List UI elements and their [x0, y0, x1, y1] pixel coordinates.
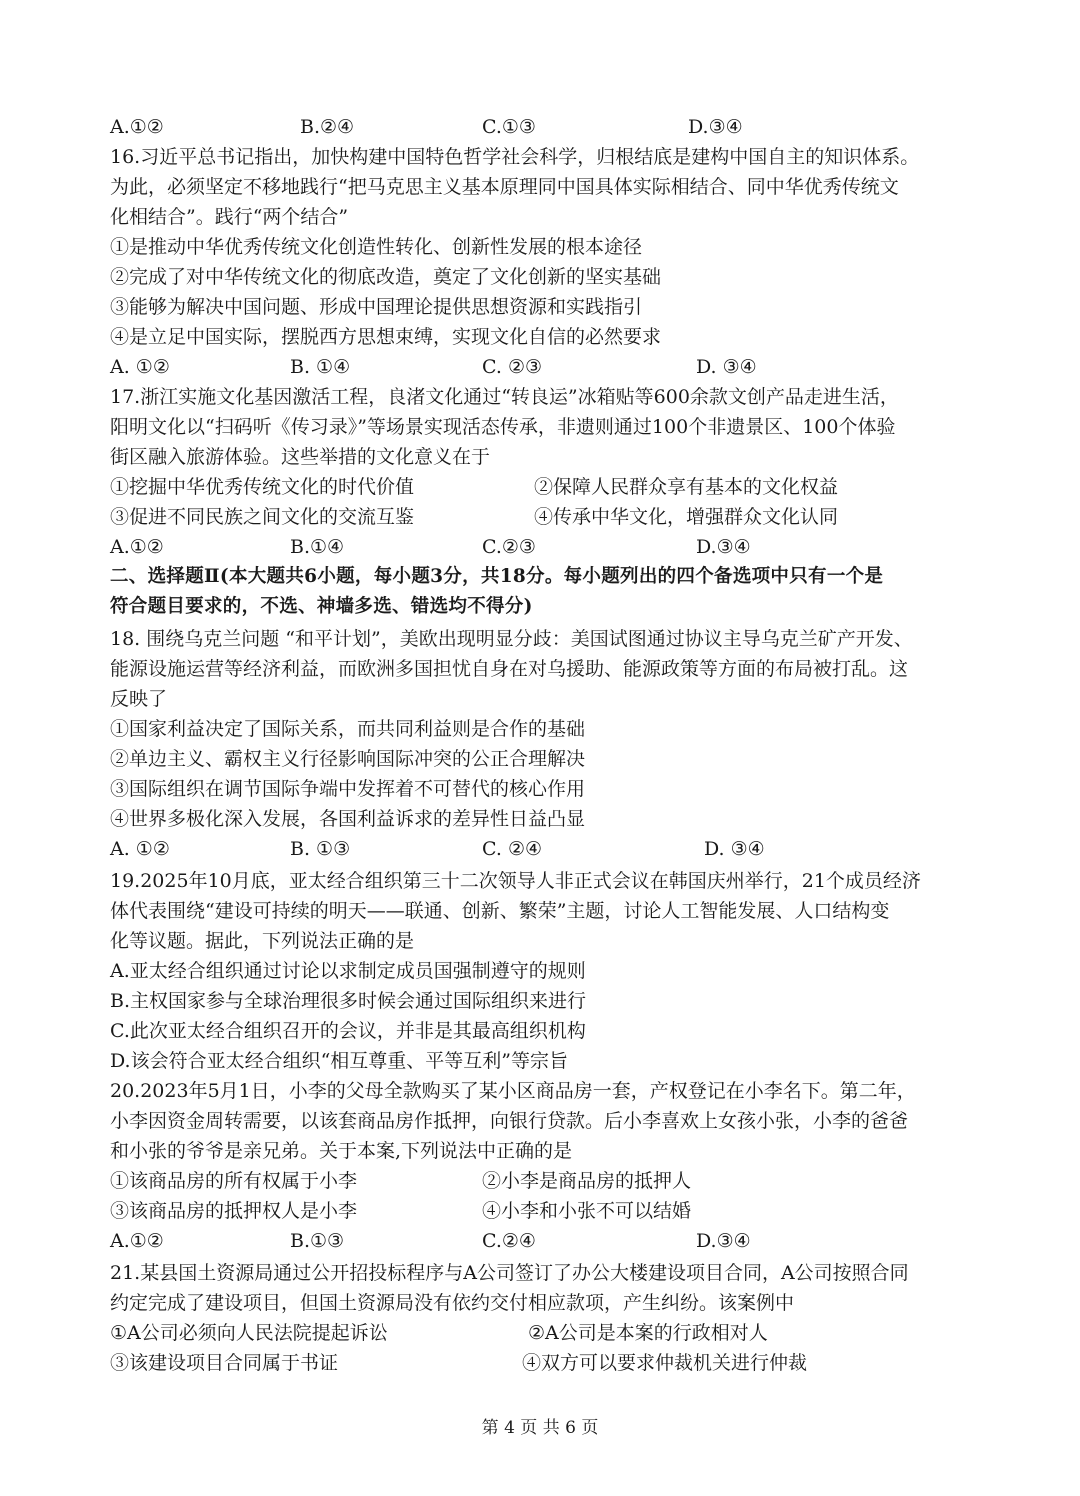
q17-option-d: D.③④ — [696, 536, 751, 558]
q21-stem-line-1: 21.某县国土资源局通过公开招投标程序与A公司签订了办公大楼建设项目合同，A公司按照合同 — [110, 1262, 909, 1284]
q20-stem-line-1: 20.2023年5月1日，小李的父母全款购买了某小区商品房一套，产权登记在小李名下。第二年， — [110, 1080, 916, 1102]
q17-item-4: ④传承中华文化，增强群众文化认同 — [534, 506, 839, 528]
q16-option-c: C. ②③ — [482, 356, 543, 378]
q21-item-2: ②A公司是本案的行政相对人 — [528, 1322, 768, 1344]
q18-stem-line-3: 反映了 — [110, 688, 168, 710]
section-2-heading-line-2: 符合题目要求的，不选、神墙多选、错选均不得分) — [110, 596, 533, 617]
q20-item-4: ④小李和小张不可以结婚 — [482, 1200, 692, 1222]
q15-option-a: A.①② — [110, 116, 164, 138]
q16-item-3: ③能够为解决中国问题、形成中国理论提供思想资源和实践指引 — [110, 296, 643, 318]
section-2-heading: 二、选择题Ⅱ(本大题共6小题，每小题3分，共18分。每小题列出的四个备选项中只有一个是 — [110, 566, 884, 587]
q17-item-3: ③促进不同民族之间文化的交流互鉴 — [110, 506, 415, 528]
q16-option-a: A. ①② — [110, 356, 170, 378]
q20-option-a: A.①② — [110, 1230, 164, 1252]
q20-item-3: ③该商品房的抵押权人是小李 — [110, 1200, 358, 1222]
page-number: 第 4 页 共 6 页 — [481, 1418, 599, 1438]
q16-item-4: ④是立足中国实际，摆脱西方思想束缚，实现文化自信的必然要求 — [110, 326, 662, 348]
q20-stem-line-2: 小李因资金周转需要，以该套商品房作抵押，向银行贷款。后小李喜欢上女孩小张，小李的爸爸 — [110, 1110, 909, 1132]
q18-item-2: ②单边主义、霸权主义行径影响国际冲突的公正合理解决 — [110, 748, 586, 770]
q18-item-3: ③国际组织在调节国际争端中发挥着不可替代的核心作用 — [110, 778, 586, 800]
q16-stem-line-1: 16.习近平总书记指出，加快构建中国特色哲学社会科学，归根结底是建构中国自主的知识体系。 — [110, 146, 920, 168]
q17-stem-line-1: 17.浙江实施文化基因激活工程，良渚文化通过“转良运”冰箱贴等600余款文创产品走进生活， — [110, 386, 899, 408]
q18-option-d: D. ③④ — [704, 838, 765, 860]
q18-option-b: B. ①③ — [290, 838, 351, 860]
q17-stem-line-3: 街区融入旅游体验。这些举措的文化意义在于 — [110, 446, 491, 468]
q18-item-1: ①国家利益决定了国际关系，而共同利益则是合作的基础 — [110, 718, 586, 740]
q17-stem-line-2: 阳明文化以“扫码听《传习录》”等场景实现活态传承，非遗则通过100个非遗景区、100个体验 — [110, 416, 896, 438]
q21-item-3: ③该建设项目合同属于书证 — [110, 1352, 339, 1374]
q19-choice-d: D.该会符合亚太经合组织“相互尊重、平等互利”等宗旨 — [110, 1050, 569, 1072]
q16-option-d: D. ③④ — [696, 356, 757, 378]
q21-item-1: ①A公司必须向人民法院提起诉讼 — [110, 1322, 388, 1344]
q18-option-a: A. ①② — [110, 838, 170, 860]
q16-stem-line-2: 为此，必须坚定不移地践行“把马克思主义基本原理同中国具体实际相结合、同中华优秀传统文 — [110, 176, 899, 198]
q21-stem-line-2: 约定完成了建设项目，但国土资源局没有依约交付相应款项，产生纠纷。该案例中 — [110, 1292, 795, 1314]
q19-choice-b: B.主权国家参与全球治理很多时候会通过国际组织来进行 — [110, 990, 587, 1012]
q19-choice-a: A.亚太经合组织通过讨论以求制定成员国强制遵守的规则 — [110, 960, 586, 982]
q16-item-1: ①是推动中华优秀传统文化创造性转化、创新性发展的根本途径 — [110, 236, 643, 258]
q18-item-4: ④世界多极化深入发展，各国利益诉求的差异性日益凸显 — [110, 808, 586, 830]
q19-stem-line-3: 化等议题。据此，下列说法正确的是 — [110, 930, 415, 952]
q18-stem-line-1: 18. 围绕乌克兰问题 “和平计划”，美欧出现明显分歧：美国试图通过协议主导乌克兰矿产开发、 — [110, 628, 913, 650]
q17-item-1: ①挖掘中华优秀传统文化的时代价值 — [110, 476, 415, 498]
q20-item-2: ②小李是商品房的抵押人 — [482, 1170, 692, 1192]
q18-stem-line-2: 能源设施运营等经济利益，而欧洲多国担忧自身在对乌援助、能源政策等方面的布局被打乱。这 — [110, 658, 909, 680]
q20-stem-line-3: 和小张的爷爷是亲兄弟。关于本案,下列说法中正确的是 — [110, 1140, 573, 1162]
q17-option-b: B.①④ — [290, 536, 345, 558]
q15-option-c: C.①③ — [482, 116, 536, 138]
q19-stem-line-2: 体代表围绕“建设可持续的明天——联通、创新、繁荣”主题，讨论人工智能发展、人口结构变 — [110, 900, 890, 922]
q19-choice-c: C.此次亚太经合组织召开的会议，并非是其最高组织机构 — [110, 1020, 586, 1042]
q20-item-1: ①该商品房的所有权属于小李 — [110, 1170, 358, 1192]
q17-option-c: C.②③ — [482, 536, 536, 558]
q16-item-2: ②完成了对中华传统文化的彻底改造，奠定了文化创新的坚实基础 — [110, 266, 662, 288]
q15-option-d: D.③④ — [688, 116, 743, 138]
q15-option-b: B.②④ — [300, 116, 355, 138]
q21-item-4: ④双方可以要求仲裁机关进行仲裁 — [522, 1352, 808, 1374]
q18-option-c: C. ②④ — [482, 838, 543, 860]
q16-stem-line-3: 化相结合”。践行“两个结合” — [110, 206, 349, 228]
q17-option-a: A.①② — [110, 536, 164, 558]
q17-item-2: ②保障人民群众享有基本的文化权益 — [534, 476, 839, 498]
q16-option-b: B. ①④ — [290, 356, 351, 378]
q20-option-b: B.①③ — [290, 1230, 345, 1252]
q20-option-c: C.②④ — [482, 1230, 536, 1252]
q19-stem-line-1: 19.2025年10月底，亚太经合组织第三十二次领导人非正式会议在韩国庆州举行，21个成员经济 — [110, 870, 921, 892]
q20-option-d: D.③④ — [696, 1230, 751, 1252]
